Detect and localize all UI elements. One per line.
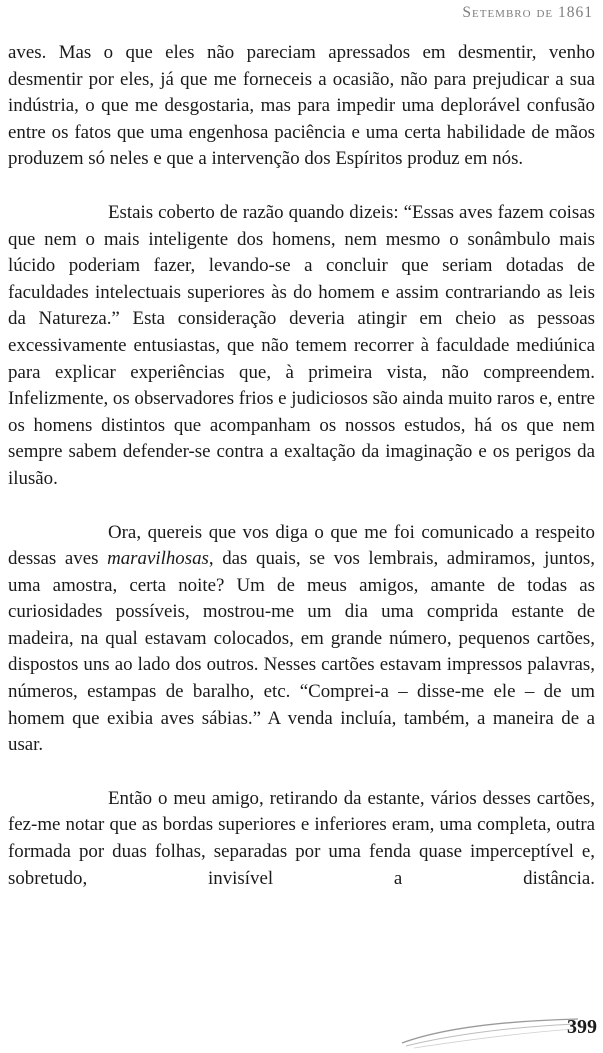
emphasized-word: maravilhosas — [107, 548, 209, 570]
paragraph-3-after: , das quais, se vos lembrais, admiramos, juntos, uma amostra, certa noite? Um de meus amigos, amante de todas as curiosidades possíveis, mostrou-me um dia uma comprida estante de madeira, na qual estavam colocados, em grande número, pequenos cartões, dispostos uns ao lado dos outros. Nesses cartões estavam impressos palavras, números, estampas de baralho, etc. “Comprei-a – disse-me ele – de um homem que exibia aves sábias.” A venda incluía, também, a maneira de a usar. — [8, 548, 595, 756]
paragraph-4: Então o meu amigo, retirando da estante, vários desses cartões, fez-me notar que as bordas superiores e inferiores eram, uma completa, outra formada por duas folhas, separadas por uma fenda quase imperceptível e, sobretudo, invisível a distância. — [8, 787, 595, 889]
paragraph-3 — [8, 520, 595, 759]
body-text — [8, 40, 595, 892]
paragraph-1: aves. Mas o que eles não pareciam apressados em desmentir, venho desmentir por eles, já que me forneceis a ocasião, não para prejudicar a sua indústria, o que me desgostaria, mas para impedir uma deplorável confusão entre os fatos que uma engenhosa paciência e uma certa habilidade de mãos produzem só neles e que a intervenção dos Espíritos produz em nós. — [8, 42, 595, 170]
running-header: Setembro de 1861 — [462, 4, 593, 21]
decorative-swoosh-icon — [400, 1015, 580, 1049]
paragraph-2: Estais coberto de razão quando dizeis: “Essas aves fazem coisas que nem o mais inteligente dos homens, nem mesmo o sonâmbulo mais lúcido poderiam fazer, levando-se a concluir que seriam dotadas de faculdades intelectuais superiores às do homem e assim contrariando as leis da Natureza.” Esta consideração deveria atingir em cheio as pessoas excessivamente entusiastas, que não temem recorrer à faculdade mediúnica para explicar experiências que, à primeira vista, não compreendem. Infelizmente, os observadores frios e judiciosos são ainda muito raros e, entre os homens distintos que acompanham os nossos estudos, há os que nem sempre sabem defender-se contra a exaltação da imaginação e os perigos da ilusão. — [8, 201, 596, 489]
page-footer — [0, 1013, 603, 1053]
page-number: 399 — [567, 1016, 597, 1038]
paragraph-3-before: Ora, quereis que vos diga o que me foi comunicado a respeito dessas aves — [8, 521, 595, 570]
